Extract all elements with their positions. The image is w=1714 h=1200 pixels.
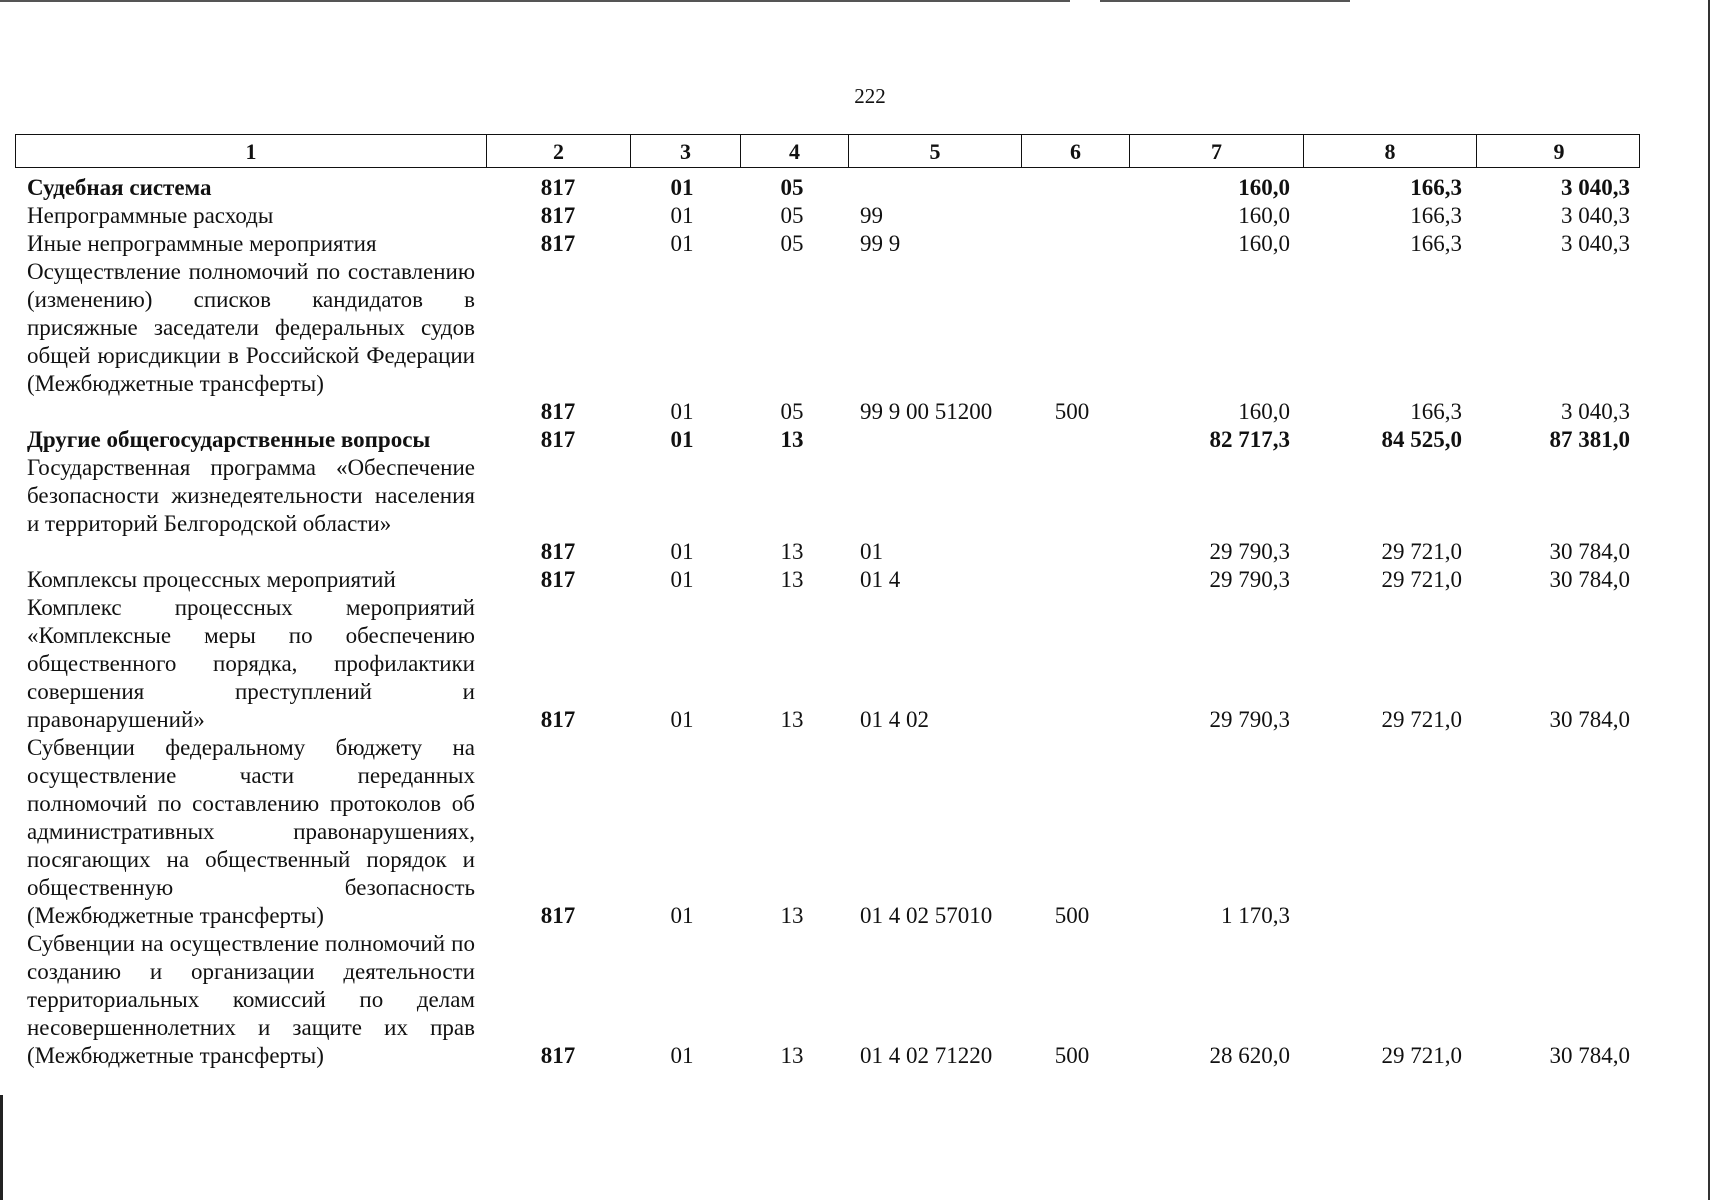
row-name: Субвенции федеральному бюджету на осуществление части переданных полномочий по составлению протоколов об административных правонарушениях, посягающих на общественный порядок и общественную безопасность (Межбюджетные трансферты) (27, 735, 475, 928)
cell-col-2: 817 (540, 175, 576, 200)
cell-col-4: 05 (780, 203, 804, 228)
row-name: Иные непрограммные мероприятия (27, 231, 377, 256)
cell-col-3: 01 (670, 707, 694, 732)
table-row (0, 426, 1714, 454)
cell-col-8: 29 721,0 (1381, 567, 1462, 592)
cell-col-2: 817 (540, 203, 576, 228)
cell-col-8: 166,3 (1410, 203, 1462, 228)
cell-col-2: 817 (540, 399, 576, 424)
cell-col-4: 05 (780, 175, 804, 200)
row-name: Непрограммные расходы (27, 203, 274, 228)
cell-col-3: 01 (670, 399, 694, 424)
cell-col-3: 01 (670, 175, 694, 200)
cell-col-9: 30 784,0 (1549, 707, 1630, 732)
scan-edge-top-right (1100, 0, 1350, 2)
cell-col-4: 13 (780, 539, 804, 564)
cell-col-8: 166,3 (1410, 399, 1462, 424)
cell-col-3: 01 (670, 231, 694, 256)
cell-col-3: 01 (670, 903, 694, 928)
header-col-5: 5 (848, 135, 1021, 167)
cell-col-7: 82 717,3 (1209, 427, 1290, 452)
cell-col-7: 160,0 (1238, 203, 1290, 228)
table-row (0, 930, 1714, 1070)
cell-col-8: 29 721,0 (1381, 707, 1462, 732)
cell-col-9: 3 040,3 (1561, 399, 1630, 424)
cell-col-5: 99 9 (860, 231, 901, 256)
page-number: 222 (854, 84, 886, 108)
cell-col-5: 99 (860, 203, 883, 228)
cell-col-7: 160,0 (1238, 175, 1290, 200)
table-row (0, 174, 1714, 202)
cell-col-3: 01 (670, 567, 694, 592)
cell-col-8: 29 721,0 (1381, 1043, 1462, 1068)
table-row (0, 594, 1714, 734)
cell-col-7: 29 790,3 (1209, 539, 1290, 564)
header-col-9: 9 (1476, 135, 1641, 167)
cell-col-9: 30 784,0 (1549, 567, 1630, 592)
cell-col-9: 30 784,0 (1549, 539, 1630, 564)
cell-col-3: 01 (670, 1043, 694, 1068)
cell-col-4: 05 (780, 231, 804, 256)
cell-col-4: 13 (780, 427, 804, 452)
header-col-2: 2 (486, 135, 630, 167)
header-col-6: 6 (1021, 135, 1129, 167)
cell-col-9: 3 040,3 (1561, 175, 1630, 200)
cell-col-2: 817 (540, 539, 576, 564)
cell-col-2: 817 (540, 567, 576, 592)
cell-col-3: 01 (670, 427, 694, 452)
row-name: Осуществление полномочий по составлению (изменению) списков кандидатов в присяжные заседатели федеральных судов общей юрисдикции в Российской Федерации (Межбюджетные трансферты) (27, 259, 475, 396)
cell-col-3: 01 (670, 203, 694, 228)
cell-col-4: 13 (780, 567, 804, 592)
cell-col-8: 29 721,0 (1381, 539, 1462, 564)
cell-col-4: 13 (780, 1043, 804, 1068)
cell-col-2: 817 (540, 427, 576, 452)
header-col-8: 8 (1303, 135, 1476, 167)
cell-col-7: 28 620,0 (1209, 1043, 1290, 1068)
row-name: Комплексы процессных мероприятий (27, 567, 396, 592)
cell-col-7: 160,0 (1238, 231, 1290, 256)
row-name: Государственная программа «Обеспечение безопасности жизнедеятельности населения и территорий Белгородской области» (27, 455, 475, 536)
header-col-4: 4 (740, 135, 848, 167)
table-row (0, 454, 1714, 566)
cell-col-5: 01 4 02 57010 (860, 903, 993, 928)
cell-col-3: 01 (670, 539, 694, 564)
cell-col-7: 29 790,3 (1209, 567, 1290, 592)
cell-col-4: 13 (780, 903, 804, 928)
cell-col-5: 99 9 00 51200 (860, 399, 993, 424)
row-name: Судебная система (27, 175, 212, 200)
cell-col-9: 87 381,0 (1549, 427, 1630, 452)
cell-col-7: 1 170,3 (1221, 903, 1290, 928)
cell-col-5: 01 (860, 539, 883, 564)
cell-col-6: 500 (1054, 399, 1090, 424)
cell-col-7: 29 790,3 (1209, 707, 1290, 732)
cell-col-8: 166,3 (1410, 175, 1462, 200)
cell-col-9: 30 784,0 (1549, 1043, 1630, 1068)
cell-col-9: 3 040,3 (1561, 203, 1630, 228)
header-col-1: 1 (245, 139, 257, 164)
cell-col-5: 01 4 (860, 567, 901, 592)
table-row (0, 230, 1714, 258)
header-col-3: 3 (630, 135, 740, 167)
cell-col-2: 817 (540, 231, 576, 256)
cell-col-8: 84 525,0 (1381, 427, 1462, 452)
scan-edge-left (0, 1095, 3, 1200)
cell-col-5: 01 4 02 71220 (860, 1043, 993, 1068)
table-header (15, 134, 1640, 168)
row-name: Комплекс процессных мероприятий «Комплексные меры по обеспечению общественного порядка, профилактики совершения преступлений и правонарушений» (27, 595, 475, 732)
cell-col-2: 817 (540, 707, 576, 732)
table-row (0, 734, 1714, 930)
table-row (0, 202, 1714, 230)
scan-edge-top-left (0, 0, 1070, 2)
cell-col-9: 3 040,3 (1561, 231, 1630, 256)
cell-col-4: 13 (780, 707, 804, 732)
table-row (0, 258, 1714, 426)
cell-col-2: 817 (540, 1043, 576, 1068)
cell-col-6: 500 (1054, 1043, 1090, 1068)
cell-col-7: 160,0 (1238, 399, 1290, 424)
row-name: Субвенции на осуществление полномочий по созданию и организации деятельности территориальных комиссий по делам несовершеннолетних и защите их прав (Межбюджетные трансферты) (27, 931, 475, 1068)
row-name: Другие общегосударственные вопросы (27, 427, 431, 452)
cell-col-6: 500 (1054, 903, 1090, 928)
header-col-7: 7 (1129, 135, 1303, 167)
cell-col-4: 05 (780, 399, 804, 424)
table-row (0, 566, 1714, 594)
cell-col-5: 01 4 02 (860, 707, 929, 732)
cell-col-2: 817 (540, 903, 576, 928)
cell-col-8: 166,3 (1410, 231, 1462, 256)
